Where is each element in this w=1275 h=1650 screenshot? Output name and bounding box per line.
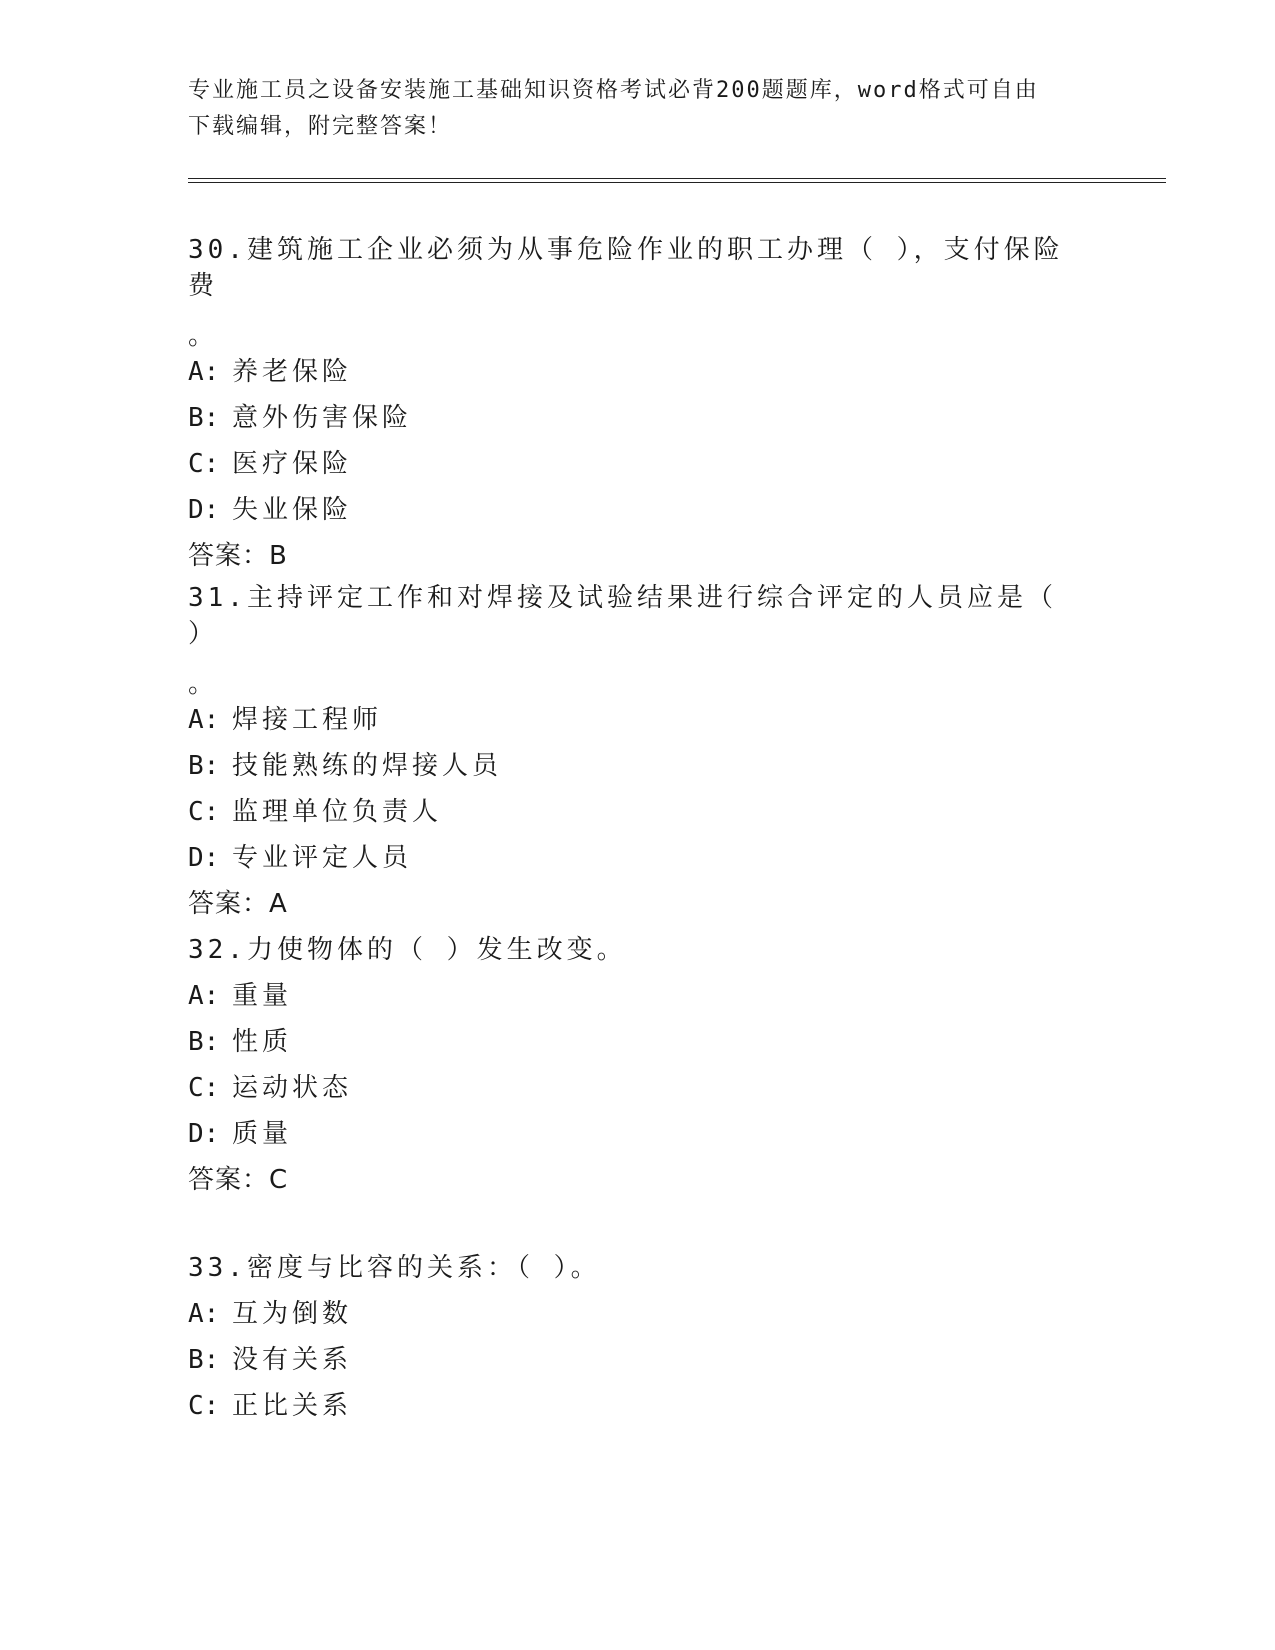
option-text: 互为倒数: [232, 1299, 353, 1329]
question-30: [188, 232, 1088, 584]
option-key: C:: [188, 797, 220, 827]
option-key: A:: [188, 981, 220, 1011]
option-text: 意外伤害保险: [232, 403, 413, 433]
option-key: B:: [188, 403, 220, 433]
question-32: [188, 932, 1088, 1208]
option-key: D:: [188, 1119, 220, 1149]
question-stem: 30.建筑施工企业必须为从事危险作业的职工办理（ ），支付保险费: [188, 235, 1064, 301]
option-d: [188, 492, 1088, 538]
option-key: B:: [188, 751, 220, 781]
option-text: 医疗保险: [232, 449, 353, 479]
option-a: [188, 978, 1088, 1024]
option-text: 养老保险: [232, 357, 353, 387]
option-key: C:: [188, 1391, 220, 1421]
option-key: D:: [188, 843, 220, 873]
header-double-rule: [188, 178, 1166, 183]
option-c: [188, 794, 1088, 840]
option-b: [188, 748, 1088, 794]
option-text: 性质: [232, 1027, 293, 1057]
option-key: A:: [188, 705, 220, 735]
answer-line: 答案：A: [188, 889, 288, 919]
answer-line: 答案：C: [188, 1165, 289, 1195]
option-key: C:: [188, 449, 220, 479]
option-text: 正比关系: [232, 1391, 353, 1421]
option-text: 专业评定人员: [232, 843, 413, 873]
question-stem-tail: 。: [188, 669, 215, 699]
option-text: 焊接工程师: [232, 705, 383, 735]
option-a: [188, 354, 1088, 400]
question-stem: 32.力使物体的（ ）发生改变。: [188, 935, 627, 965]
header-title-line-2: 下载编辑，附完整答案！: [188, 114, 453, 139]
option-a: [188, 1296, 1088, 1342]
option-c: [188, 1070, 1088, 1116]
option-key: A:: [188, 1299, 220, 1329]
option-text: 质量: [232, 1119, 293, 1149]
document-header: [188, 73, 1088, 145]
option-text: 技能熟练的焊接人员: [232, 751, 503, 781]
question-stem: 31.主持评定工作和对焊接及试验结果进行综合评定的人员应是（ ）: [188, 583, 1057, 649]
question-stem: 33.密度与比容的关系：（ ）。: [188, 1253, 601, 1283]
option-key: D:: [188, 495, 220, 525]
question-31: [188, 580, 1088, 932]
option-text: 失业保险: [232, 495, 353, 525]
option-text: 重量: [232, 981, 293, 1011]
option-key: A:: [188, 357, 220, 387]
option-d: [188, 840, 1088, 886]
header-title-line-1: 专业施工员之设备安装施工基础知识资格考试必背200题题库，word格式可自由: [188, 78, 1039, 103]
option-b: [188, 400, 1088, 446]
option-c: [188, 446, 1088, 492]
option-text: 监理单位负责人: [232, 797, 443, 827]
answer-line: 答案：B: [188, 541, 288, 571]
option-a: [188, 702, 1088, 748]
option-b: [188, 1342, 1088, 1388]
question-stem-tail: 。: [188, 321, 215, 351]
option-text: 没有关系: [232, 1345, 353, 1375]
option-b: [188, 1024, 1088, 1070]
option-key: B:: [188, 1345, 220, 1375]
question-33: [188, 1250, 1088, 1434]
option-key: C:: [188, 1073, 220, 1103]
option-c: [188, 1388, 1088, 1434]
option-key: B:: [188, 1027, 220, 1057]
option-d: [188, 1116, 1088, 1162]
option-text: 运动状态: [232, 1073, 353, 1103]
